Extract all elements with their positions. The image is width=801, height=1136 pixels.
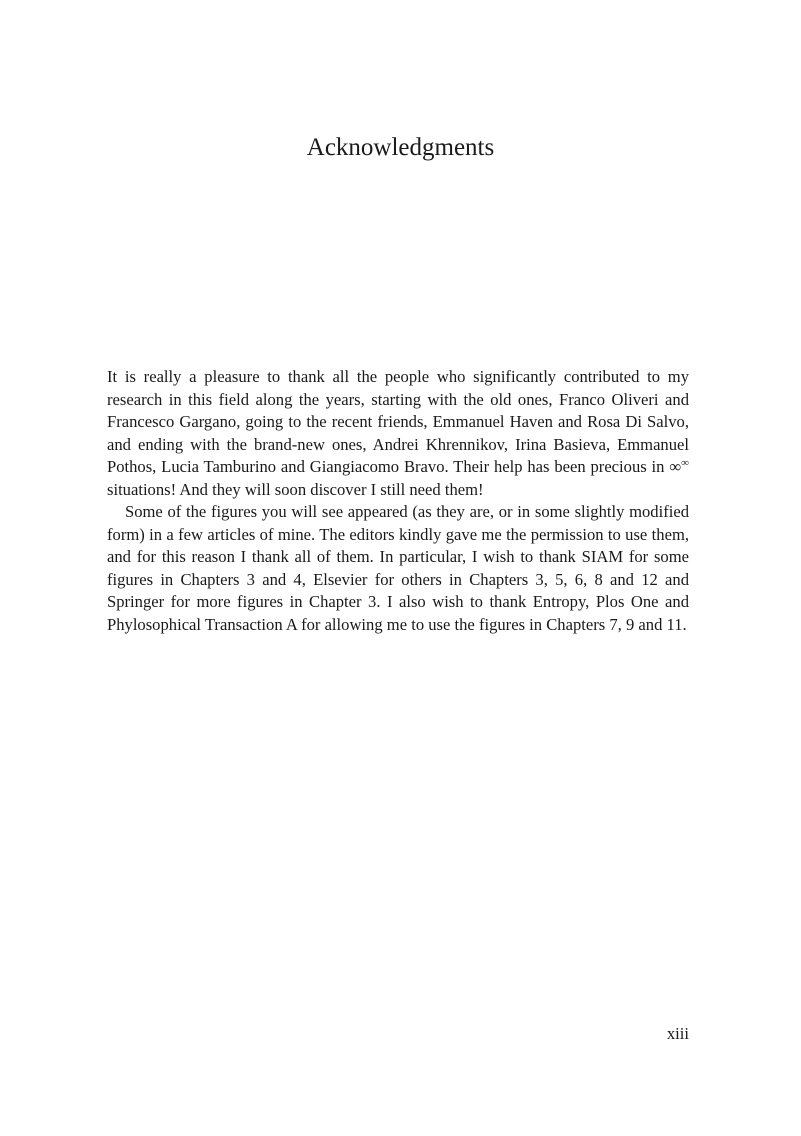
paragraph-1 xyxy=(107,366,689,501)
page-title: Acknowledgments xyxy=(306,134,495,161)
paragraph-1-text-end: situations! And they will soon discover I still need them! xyxy=(107,479,484,499)
paragraph-2: Some of the figures you will see appeared (as they are, or in some slightly modified form) in a few articles of mine. The editors kindly gave me the permission to use them, and for this reason I thank all of them. In particular, I wish to thank SIAM for some figures in Chapters 3 and 4, Elsevier for others in Chapters 3, 5, 6, 8 and 12 and Springer for more figures in Chapter 3. I also wish to thank Entropy, Plos One and Phylosophical Transaction A for allowing me to use the figures in Chapters 7, 9 and 11. xyxy=(107,502,689,634)
paragraph-1-text-start: It is really a pleasure to thank all the people who significantly contributed to my research in this field along the years, starting with the old ones, Franco Oliveri and Francesco Gargano, going to the recent friends, Emmanuel Haven and Rosa Di Salvo, and ending with the brand-new ones, Andrei Khrennikov, Irina Basieva, Emmanuel Pothos, Lucia Tamburino and Giangiacomo Bravo. Their help has been precious in xyxy=(107,367,689,476)
page-number: xiii xyxy=(666,1024,689,1043)
acknowledgments-body xyxy=(107,366,689,636)
infinity-symbol: ∞ xyxy=(669,457,682,476)
infinity-superscript: ∞ xyxy=(681,457,689,469)
